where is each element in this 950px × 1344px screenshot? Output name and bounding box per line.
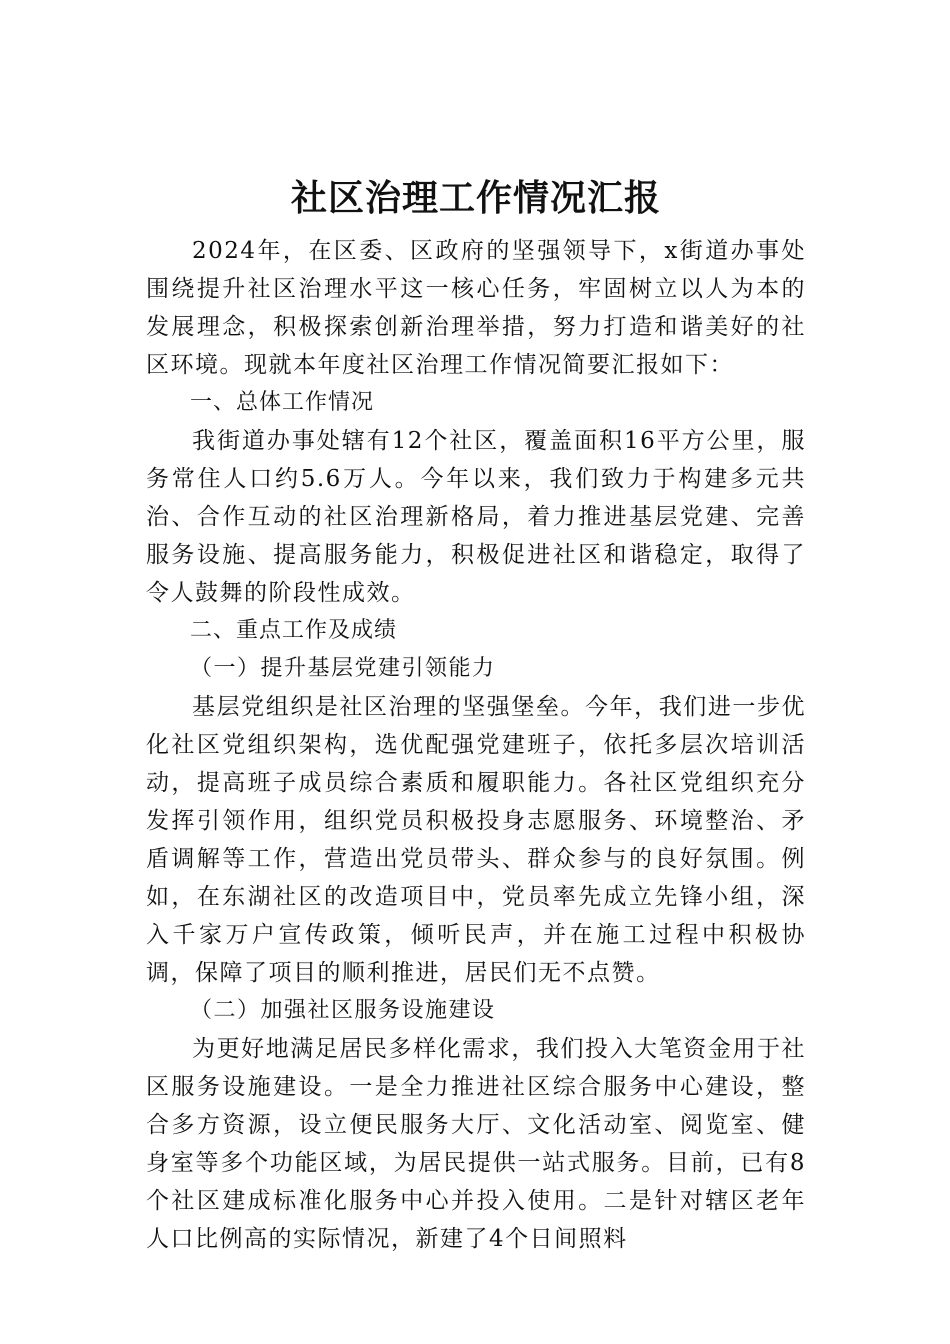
service-facilities-paragraph: 为更好地满足居民多样化需求，我们投入大笔资金用于社区服务设施建设。一是全力推进社区综合服务中心建设，整合多方资源，设立便民服务大厅、文化活动室、阅览室、健身室等多个功能区域，为居民提供一站式服务。目前，已有8个社区建成标准化服务中心并投入使用。二是针对辖区老年人口比例高的实际情况，新建了4个日间照料 <box>146 1036 806 1252</box>
overall-paragraph: 我街道办事处辖有12个社区，覆盖面积16平方公里，服务常住人口约5.6万人。今年以来，我们致力于构建多元共治、合作互动的社区治理新格局，着力推进基层党建、完善服务设施、提高服务能力，积极促进社区和谐稳定，取得了令人鼓舞的阶段性成效。 <box>146 428 806 606</box>
document-title: 社区治理工作情况汇报 <box>290 177 661 219</box>
party-building-paragraph: 基层党组织是社区治理的坚强堡垒。今年，我们进一步优化社区党组织架构，选优配强党建班子，依托多层次培训活动，提高班子成员综合素质和履职能力。各社区党组织充分发挥引领作用，组织党员积极投身志愿服务、环境整治、矛盾调解等工作，营造出党员带头、群众参与的良好氛围。例如，在东湖社区的改造项目中，党员率先成立先锋小组，深入千家万户宣传政策，倾听民声，并在施工过程中积极协调，保障了项目的顺利推进，居民们无不点赞。 <box>146 694 806 986</box>
section-heading-key-work: 二、重点工作及成绩 <box>190 618 398 643</box>
intro-paragraph: 2024年，在区委、区政府的坚强领导下，x街道办事处围绕提升社区治理水平这一核心任务，牢固树立以人为本的发展理念，积极探索创新治理举措，努力打造和谐美好的社区环境。现就本年度社区治理工作情况简要汇报如下： <box>146 238 806 378</box>
subsection-heading-party-building: （一）提升基层党建引领能力 <box>190 656 496 681</box>
section-heading-overall: 一、总体工作情况 <box>190 390 375 415</box>
subsection-heading-service-facilities: （二）加强社区服务设施建设 <box>190 998 496 1023</box>
document-page <box>146 170 806 1258</box>
